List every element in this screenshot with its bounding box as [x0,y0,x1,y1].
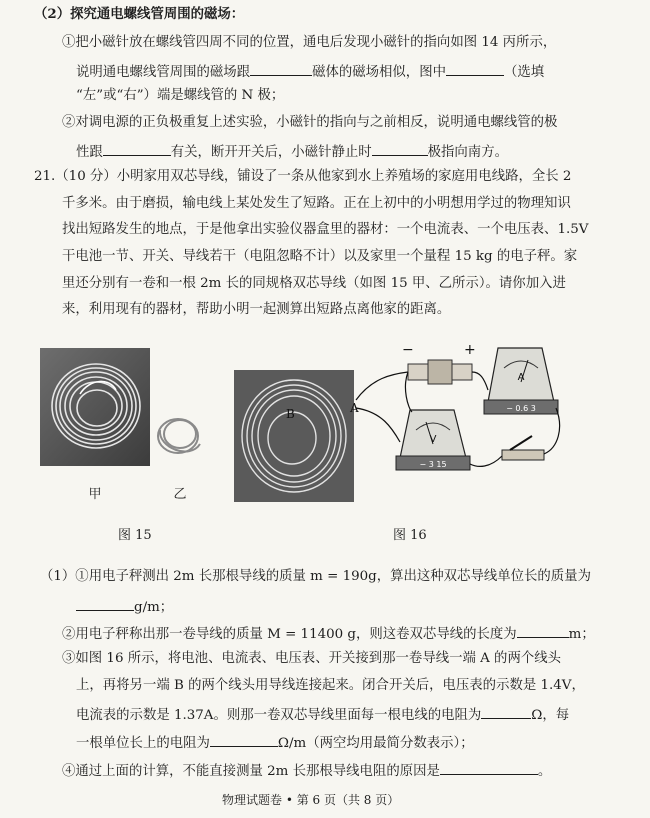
page-footer: 物理试题卷 • 第 6 页（共 8 页） [222,793,400,807]
switch-icon [502,436,544,460]
q21-line6: 来，利用现有的器材，帮助小明一起测算出短路点离他家的距离。 [62,302,451,317]
sub1-c-text-b: 一根单位长上的电阻为 [76,736,210,751]
sub1-d-text: ④通过上面的计算，不能直接测量 2m 长那根导线电阻的原因是 [62,764,440,779]
sub1-c-line4 [76,734,474,750]
part2-q1-line3: “左”或“右”）端是螺线管的 N 极； [76,88,285,103]
short-wire-icon [158,419,200,453]
answer-blank-pole-south[interactable] [372,143,428,156]
battery-minus-label: − [402,342,414,358]
answer-blank-magnet-type[interactable] [250,63,312,76]
point-b-label: B [286,407,295,421]
part2-q2-text-a: 性跟 [76,145,103,160]
fig15-label-jia: 甲 [88,487,102,502]
part2-q1-text-c: （选填 [503,65,545,80]
answer-blank-reason[interactable] [440,762,538,775]
fig15-label-yi: 乙 [173,487,187,502]
part2-heading: （2）探究通电螺线管周围的磁场： [34,6,245,22]
voltmeter-label: V [429,434,437,445]
part2-q2-text-b: 有关，断开开关后，小磁针静止时 [170,145,372,160]
q21-line4: 干电池一节、开关、导线若干（电阻忽略不计）以及家里一个量程 15 kg 的电子秤。家 [62,249,578,264]
q21-line1: 21.（10 分）小明家用双芯导线，铺设了一条从他家到水上养殖场的家庭用电线路，全长 2 [34,169,572,184]
sub1-a-line2 [76,598,173,614]
q21-line3: 找出短路发生的地点，于是他拿出实验仪器盒里的器材：一个电流表、一个电压表、1.5V [62,222,589,237]
answer-blank-resistance-per-length[interactable] [210,734,278,747]
figure-15-wire-photos [40,348,220,508]
part2-q1-text-a: 说明通电螺线管周围的磁场跟 [76,65,251,80]
fig16-caption: 图 16 [393,528,427,543]
answer-blank-n-pole-end[interactable] [446,63,504,76]
point-a-label: A [350,401,359,415]
answer-blank-wire-resistance[interactable] [481,706,531,719]
q21-line2: 千多米。由于磨损，输电线上某处发生了短路。正在上初中的小明想用学过的物理知识 [62,196,571,211]
part2-q1-text-b: 磁体的磁场相似，图中 [312,65,446,80]
sub1-c-line2: 上，再将另一端 B 的两个线头用导线连接起来。闭合开关后，电压表的示数是 1.4V， [76,678,585,693]
sub1-c-line1: ③如图 16 所示，将电池、电流表、电压表、开关接到那一卷导线一端 A 的两个线头 [62,651,562,666]
part2-q2-line1: ②对调电源的正负极重复上述实验，小磁针的指向与之前相反，说明通电螺线管的极 [62,115,558,130]
sub1-d-line1 [62,762,551,778]
sub1-b-unit: m； [568,627,595,642]
answer-blank-polarity-factor[interactable] [103,143,171,156]
sub1-d-end: 。 [537,764,552,779]
sub1-b-line1 [62,625,595,641]
figure-16-circuit [232,338,562,506]
sub1-c-unit: Ω，每 [531,708,570,723]
ammeter-label: A [517,372,525,383]
part2-q1-line1: ①把小磁针放在螺线管四周不同的位置，通电后发现小磁针的指向如图 14 丙所示， [62,35,557,50]
sub1-c-text: 电流表的示数是 1.37A。则那一卷双芯导线里面每一根电线的电阻为 [76,708,482,723]
fig15-caption: 图 15 [118,528,152,543]
q21-line5: 里还分别有一卷和一根 2m 长的同规格双芯导线（如图 15 甲、乙所示）。请你加入进 [62,276,566,291]
sub1-a-line1: （1）①用电子秤测出 2m 长那根导线的质量 m = 190g，算出这种双芯导线单位长的质量为 [40,569,591,584]
part2-q2-text-c: 极指向南方。 [427,145,508,160]
sub1-a-unit: g/m； [134,600,174,615]
battery-plus-label: + [464,342,476,358]
answer-blank-mass-per-length[interactable] [76,598,134,611]
ammeter-terminals: − 0.6 3 [506,404,536,413]
part2-q2-line2 [76,143,508,159]
battery-icon [408,360,472,384]
answer-blank-coil-length[interactable] [517,625,569,638]
voltmeter-terminals: − 3 15 [419,460,447,469]
sub1-c-unit-b: Ω/m（两空均用最简分数表示）； [277,736,474,751]
sub1-c-line3 [76,706,569,722]
sub1-b-text: ②用电子秤称出那一卷导线的质量 M = 11400 g，则这卷双芯导线的长度为 [62,627,517,642]
part2-q1-line2 [76,63,544,79]
